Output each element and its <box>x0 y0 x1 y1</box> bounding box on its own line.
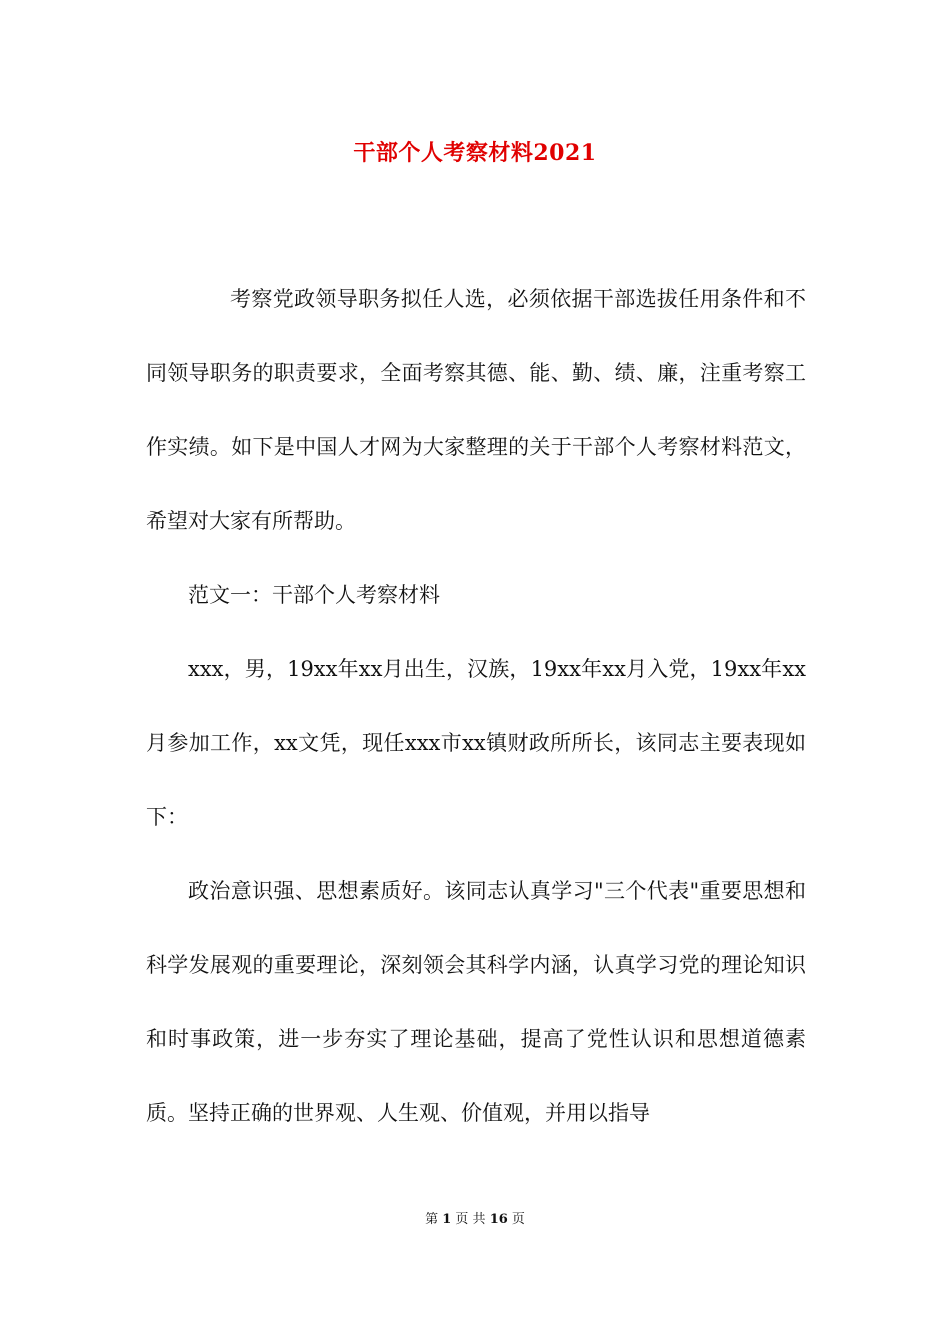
paragraph-political: 政治意识强、思想素质好。该同志认真学习"三个代表"重要思想和科学发展观的重要理论，深刻领会其科学内涵，认真学习党的理论知识和时事政策，进一步夯实了理论基础，提高了党性认识和思想道德素质。坚持正确的世界观、人生观、价值观，并用以指导 <box>146 879 806 1125</box>
paragraph-intro: 考察党政领导职务拟任人选，必须依据干部选拔任用条件和不同领导职务的职责要求，全面考察其德、能、勤、绩、廉，注重考察工作实绩。如下是中国人才网为大家整理的关于干部个人考察材料范文，希望对大家有所帮助。 <box>146 287 806 533</box>
footer-prefix: 第 <box>425 1212 439 1227</box>
document-title: 干部个人考察材料2021 <box>353 140 597 166</box>
page-footer <box>0 1208 950 1227</box>
paragraph-sample-heading: 范文一：干部个人考察材料 <box>188 583 440 607</box>
paragraph-profile: xxx，男，19xx年xx月出生，汉族，19xx年xx月入党，19xx年xx月参加工作，xx文凭，现任xxx市xx镇财政所所长，该同志主要表现如下： <box>146 657 806 829</box>
footer-total-pages: 16 <box>489 1212 508 1227</box>
footer-current-page: 1 <box>442 1212 452 1227</box>
footer-middle: 页 共 <box>455 1212 486 1227</box>
document-body <box>146 262 806 1150</box>
footer-suffix: 页 <box>511 1212 525 1227</box>
